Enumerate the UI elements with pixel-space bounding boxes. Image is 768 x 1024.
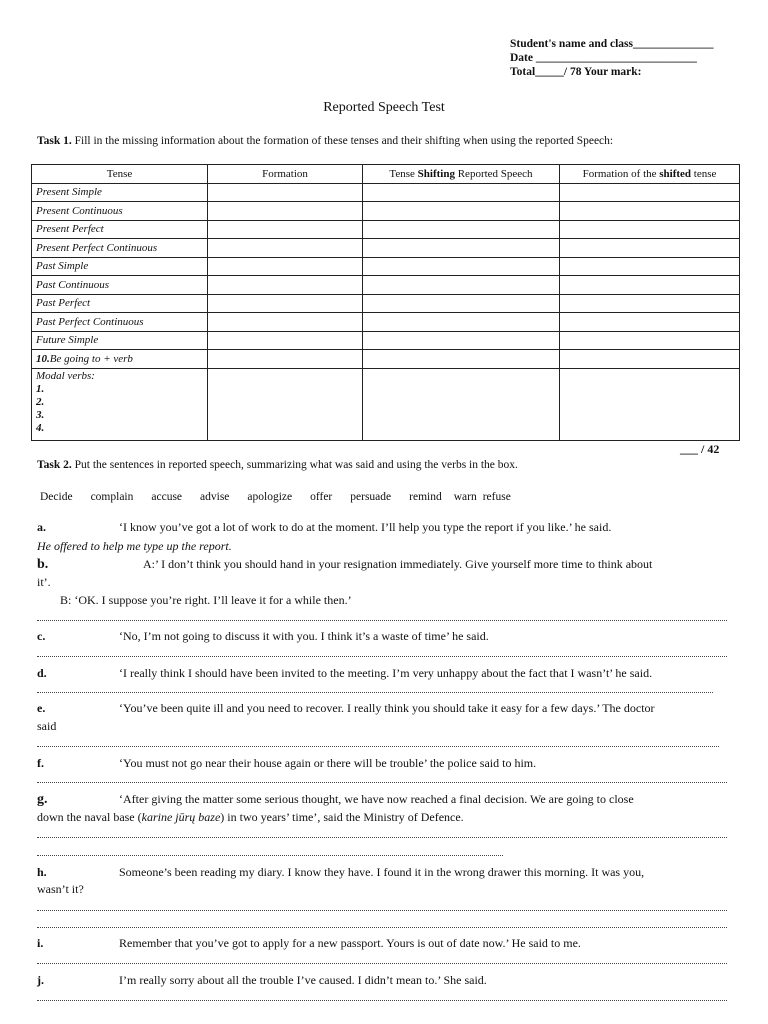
modal-num: 3.	[36, 408, 45, 421]
tense-name: Present Perfect Continuous	[32, 239, 208, 258]
item-f	[37, 755, 737, 772]
col-header-formation: Formation	[208, 165, 363, 184]
item-label: b.	[37, 557, 49, 572]
table-row	[32, 257, 740, 276]
modal-verbs-cell	[32, 368, 208, 440]
col3-pre: Tense	[389, 167, 418, 180]
verb-item: Decide	[40, 491, 73, 503]
verb-item: persuade	[350, 491, 392, 503]
task2-text: Put the sentences in reported speech, summarizing what was said and using the verbs in the box.	[71, 459, 518, 471]
answer-cell[interactable]	[560, 276, 740, 295]
task2-instructions	[37, 459, 518, 471]
answer-line[interactable]	[37, 1000, 727, 1001]
answer-cell[interactable]	[208, 331, 363, 350]
col3-bold: Shifting	[417, 167, 455, 180]
answer-line[interactable]	[37, 692, 713, 693]
student-info-block	[510, 37, 714, 79]
item-e-line2: said	[37, 719, 57, 733]
tense-name: Present Perfect	[32, 220, 208, 239]
item-i	[37, 935, 737, 952]
col4-bold: shifted	[659, 167, 692, 180]
answer-cell[interactable]	[560, 239, 740, 258]
answer-cell[interactable]	[363, 220, 560, 239]
tense-name: Present Continuous	[32, 202, 208, 221]
item-j	[37, 972, 737, 989]
item-text: ‘After giving the matter some serious thought, we have now reached a final decision. We are going to close	[119, 792, 634, 806]
item-label: f.	[37, 756, 44, 770]
item-text: ‘I really think I should have been invited to the meeting. I’m very unhappy about the fact that I wasn’t’ he said.	[119, 666, 653, 680]
table-row	[32, 350, 740, 369]
item-g-line2	[37, 809, 737, 826]
answer-cell[interactable]	[208, 368, 363, 440]
item-b-line3: B: ‘OK. I suppose you’re right. I’ll leave it for a while then.’	[60, 593, 352, 607]
item-g-text2-italic: karine jūrų baze	[141, 810, 221, 824]
tense-name-10	[32, 350, 208, 369]
page-title: Reported Speech Test	[323, 100, 445, 115]
col3-post: Reported Speech	[454, 167, 533, 180]
item-g-text2-post: ) in two years’ time’, said the Ministry of Defence.	[220, 810, 464, 824]
verb-item: remind	[409, 491, 442, 503]
table-header-row	[32, 165, 740, 184]
col-header-tense: Tense	[32, 165, 208, 184]
table-row-modal	[32, 368, 740, 440]
tense-name: Past Continuous	[32, 276, 208, 295]
verb-item: accuse	[151, 491, 183, 503]
answer-cell[interactable]	[560, 183, 740, 202]
item-label: d.	[37, 666, 47, 680]
answer-cell[interactable]	[560, 368, 740, 440]
item-text: Someone’s been reading my diary. I know they have. I found it in the wrong drawer this morning. It was you,	[119, 865, 645, 879]
answer-cell[interactable]	[363, 239, 560, 258]
item-text: Remember that you’ve got to apply for a new passport. Yours is out of date now.’ He said to me.	[119, 936, 581, 950]
answer-cell[interactable]	[363, 183, 560, 202]
answer-cell[interactable]	[560, 220, 740, 239]
item-h	[37, 864, 737, 881]
col4-pre: Formation of the	[582, 167, 660, 180]
answer-cell[interactable]	[363, 276, 560, 295]
answer-line[interactable]	[37, 746, 719, 747]
item-text: A:’ I don’t think you should hand in your resignation immediately. Give yourself more time to think about	[143, 557, 653, 571]
item-a	[37, 519, 737, 536]
task1-score: ___ / 42	[680, 442, 720, 456]
col-header-shifted-formation	[560, 165, 740, 184]
table-row	[32, 220, 740, 239]
answer-line[interactable]	[37, 963, 727, 964]
task1-instructions	[37, 135, 613, 147]
verb-item: warn	[453, 491, 477, 503]
answer-line[interactable]	[37, 620, 727, 621]
date-field[interactable]: Date ____________________________	[510, 52, 697, 64]
item-label: h.	[37, 865, 47, 879]
answer-cell[interactable]	[208, 257, 363, 276]
item-text: ‘You must not go near their house again or there will be trouble’ the police said to him.	[119, 756, 537, 770]
answer-cell[interactable]	[560, 350, 740, 369]
answer-cell[interactable]	[560, 294, 740, 313]
verb-item: offer	[310, 491, 333, 503]
item-label: e.	[37, 701, 46, 715]
col4-post: tense	[691, 167, 717, 180]
verb-item: refuse	[482, 491, 511, 503]
verb-item: apologize	[247, 491, 293, 503]
student-name-field[interactable]: Student's name and class______________	[510, 38, 714, 50]
table-row	[32, 313, 740, 332]
answer-cell[interactable]	[208, 276, 363, 295]
item-label: a.	[37, 520, 46, 534]
col-header-shifting	[363, 165, 560, 184]
item-b	[37, 556, 737, 573]
item-label: g.	[37, 792, 48, 807]
item-h-line2: wasn’t it?	[37, 882, 84, 896]
answer-cell[interactable]	[363, 202, 560, 221]
answer-cell[interactable]	[363, 350, 560, 369]
answer-cell[interactable]	[363, 331, 560, 350]
verb-item: advise	[200, 491, 230, 503]
item-text: ‘I know you’ve got a lot of work to do at the moment. I’ll help you type the report if you like.’ he said.	[119, 520, 612, 534]
answer-cell[interactable]	[208, 183, 363, 202]
item-label: j.	[37, 973, 44, 987]
modal-num: 1.	[36, 382, 45, 395]
answer-line[interactable]	[37, 910, 727, 911]
verb-item: complain	[90, 491, 134, 503]
item-b-line2: it’.	[37, 575, 51, 589]
task1-text: Fill in the missing information about the formation of these tenses and their shifting when using the reported Speech:	[71, 135, 614, 147]
table-row	[32, 294, 740, 313]
table-row	[32, 183, 740, 202]
item-c	[37, 628, 737, 645]
answer-cell[interactable]	[208, 239, 363, 258]
modal-num: 4.	[36, 421, 45, 434]
answer-line[interactable]	[37, 782, 727, 783]
item-d	[37, 665, 737, 682]
table-row	[32, 202, 740, 221]
row10-number: 10.	[36, 352, 50, 365]
item-label: c.	[37, 629, 46, 643]
item-text: ‘No, I’m not going to discuss it with you. I think it’s a waste of time’ he said.	[119, 629, 489, 643]
tense-name: Present Simple	[32, 183, 208, 202]
answer-cell[interactable]	[560, 331, 740, 350]
answer-cell[interactable]	[560, 202, 740, 221]
answer-line[interactable]	[37, 927, 727, 928]
answer-cell[interactable]	[363, 368, 560, 440]
item-g-text2-pre: down the naval base (	[37, 810, 142, 824]
answer-cell[interactable]	[363, 257, 560, 276]
modal-num: 2.	[36, 395, 45, 408]
answer-cell[interactable]	[208, 220, 363, 239]
item-g	[37, 791, 737, 808]
item-text: ‘You’ve been quite ill and you need to recover. I really think you should take it easy for a few days.’ The doctor	[119, 701, 655, 715]
answer-cell[interactable]	[363, 313, 560, 332]
answer-line[interactable]	[37, 837, 727, 838]
answer-cell[interactable]	[363, 294, 560, 313]
answer-cell[interactable]	[208, 202, 363, 221]
item-text: I’m really sorry about all the trouble I’ve caused. I didn’t mean to.’ She said.	[119, 973, 487, 987]
task1-label: Task 1.	[37, 135, 72, 147]
item-e	[37, 700, 737, 717]
tense-name: Past Perfect Continuous	[32, 313, 208, 332]
tense-name: Past Perfect	[32, 294, 208, 313]
table-row	[32, 239, 740, 258]
answer-cell[interactable]	[560, 313, 740, 332]
answer-cell[interactable]	[208, 294, 363, 313]
table-row	[32, 276, 740, 295]
item-label: i.	[37, 936, 44, 950]
answer-line[interactable]	[37, 855, 503, 856]
item-a-answer: He offered to help me type up the report.	[37, 539, 232, 553]
modal-label: Modal verbs:	[36, 369, 95, 382]
tense-table	[31, 164, 740, 441]
answer-cell[interactable]	[208, 313, 363, 332]
total-field[interactable]: Total_____/ 78 Your mark:	[510, 66, 642, 78]
verb-box	[40, 491, 529, 503]
answer-cell[interactable]	[208, 350, 363, 369]
row10-text: Be going to + verb	[49, 352, 133, 365]
tense-name: Past Simple	[32, 257, 208, 276]
task2-label: Task 2.	[37, 459, 72, 471]
table-row	[32, 331, 740, 350]
answer-cell[interactable]	[560, 257, 740, 276]
answer-line[interactable]	[37, 656, 727, 657]
tense-name: Future Simple	[32, 331, 208, 350]
